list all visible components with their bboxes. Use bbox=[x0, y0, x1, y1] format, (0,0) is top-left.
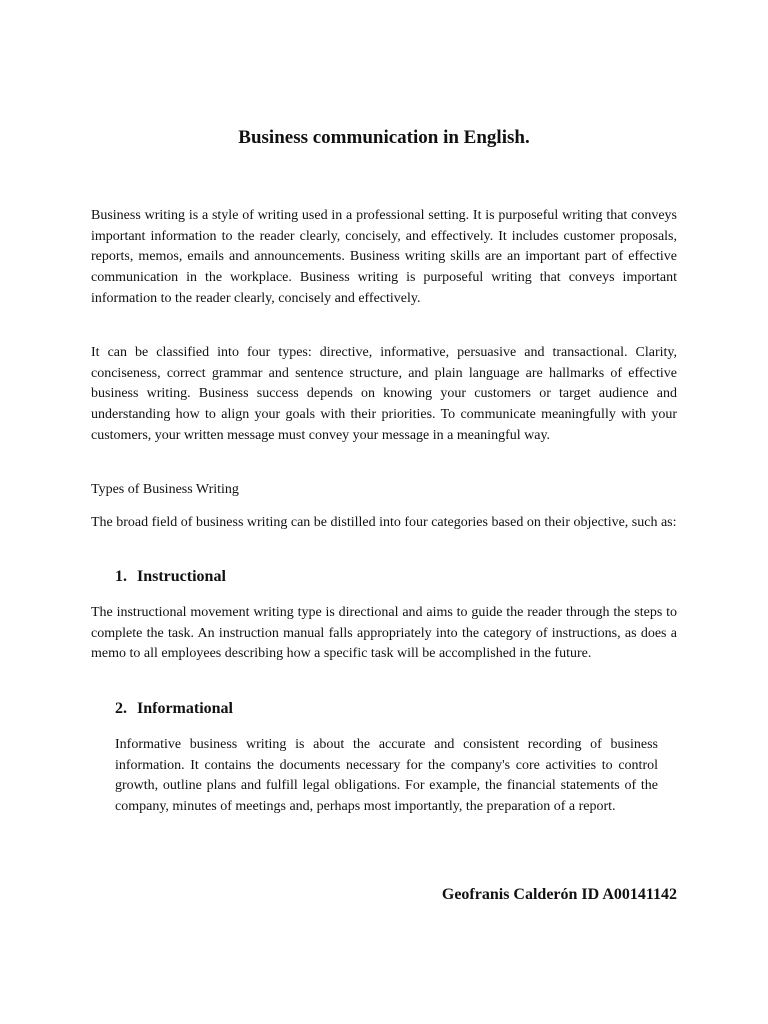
categories-paragraph: The broad field of business writing can be distilled into four categories based on their objective, such as: bbox=[91, 515, 677, 530]
author-signature: Geofranis Calderón ID A00141142 bbox=[441, 886, 677, 903]
section-title: Informational bbox=[137, 700, 233, 717]
section-heading-instructional bbox=[115, 568, 226, 586]
section-heading-informational bbox=[115, 700, 233, 718]
instructional-paragraph: The instructional movement writing type is directional and aims to guide the reader through the steps to complete the task. An instruction manual falls appropriately into the category of instructions, as does a memo to all employees describing how a specific task will be accomplished in the future. bbox=[91, 605, 677, 662]
document-title: Business communication in English. bbox=[238, 127, 530, 148]
section-number: 2. bbox=[115, 700, 127, 717]
informational-paragraph: Informative business writing is about the accurate and consistent recording of business information. It contains the documents necessary for the company's core activities to control growth, outline plans and fulfill legal obligations. For example, the financial statements of the company, minutes of meetings and, perhaps most importantly, the preparation of a report. bbox=[115, 737, 658, 815]
types-subheading: Types of Business Writing bbox=[91, 482, 239, 497]
section-title: Instructional bbox=[137, 568, 226, 585]
intro-paragraph: Business writing is a style of writing used in a professional setting. It is purposeful writing that conveys important information to the reader clearly, concisely, and effectively. It includes customer proposals, reports, memos, emails and announcements. Business writing skills are an important part of effective communication in the workplace. Business writing is purposeful writing that conveys important information to the reader clearly, concisely and effectively. bbox=[91, 208, 677, 306]
classification-paragraph: It can be classified into four types: directive, informative, persuasive and transactional. Clarity, conciseness, correct grammar and sentence structure, and plain language are hallmarks of effective business writing. Business success depends on knowing your customers or target audience and understanding how to align your goals with their priorities. To communicate meaningfully with your customers, your written message must convey your message in a meaningful way. bbox=[91, 345, 677, 443]
section-number: 1. bbox=[115, 568, 127, 585]
